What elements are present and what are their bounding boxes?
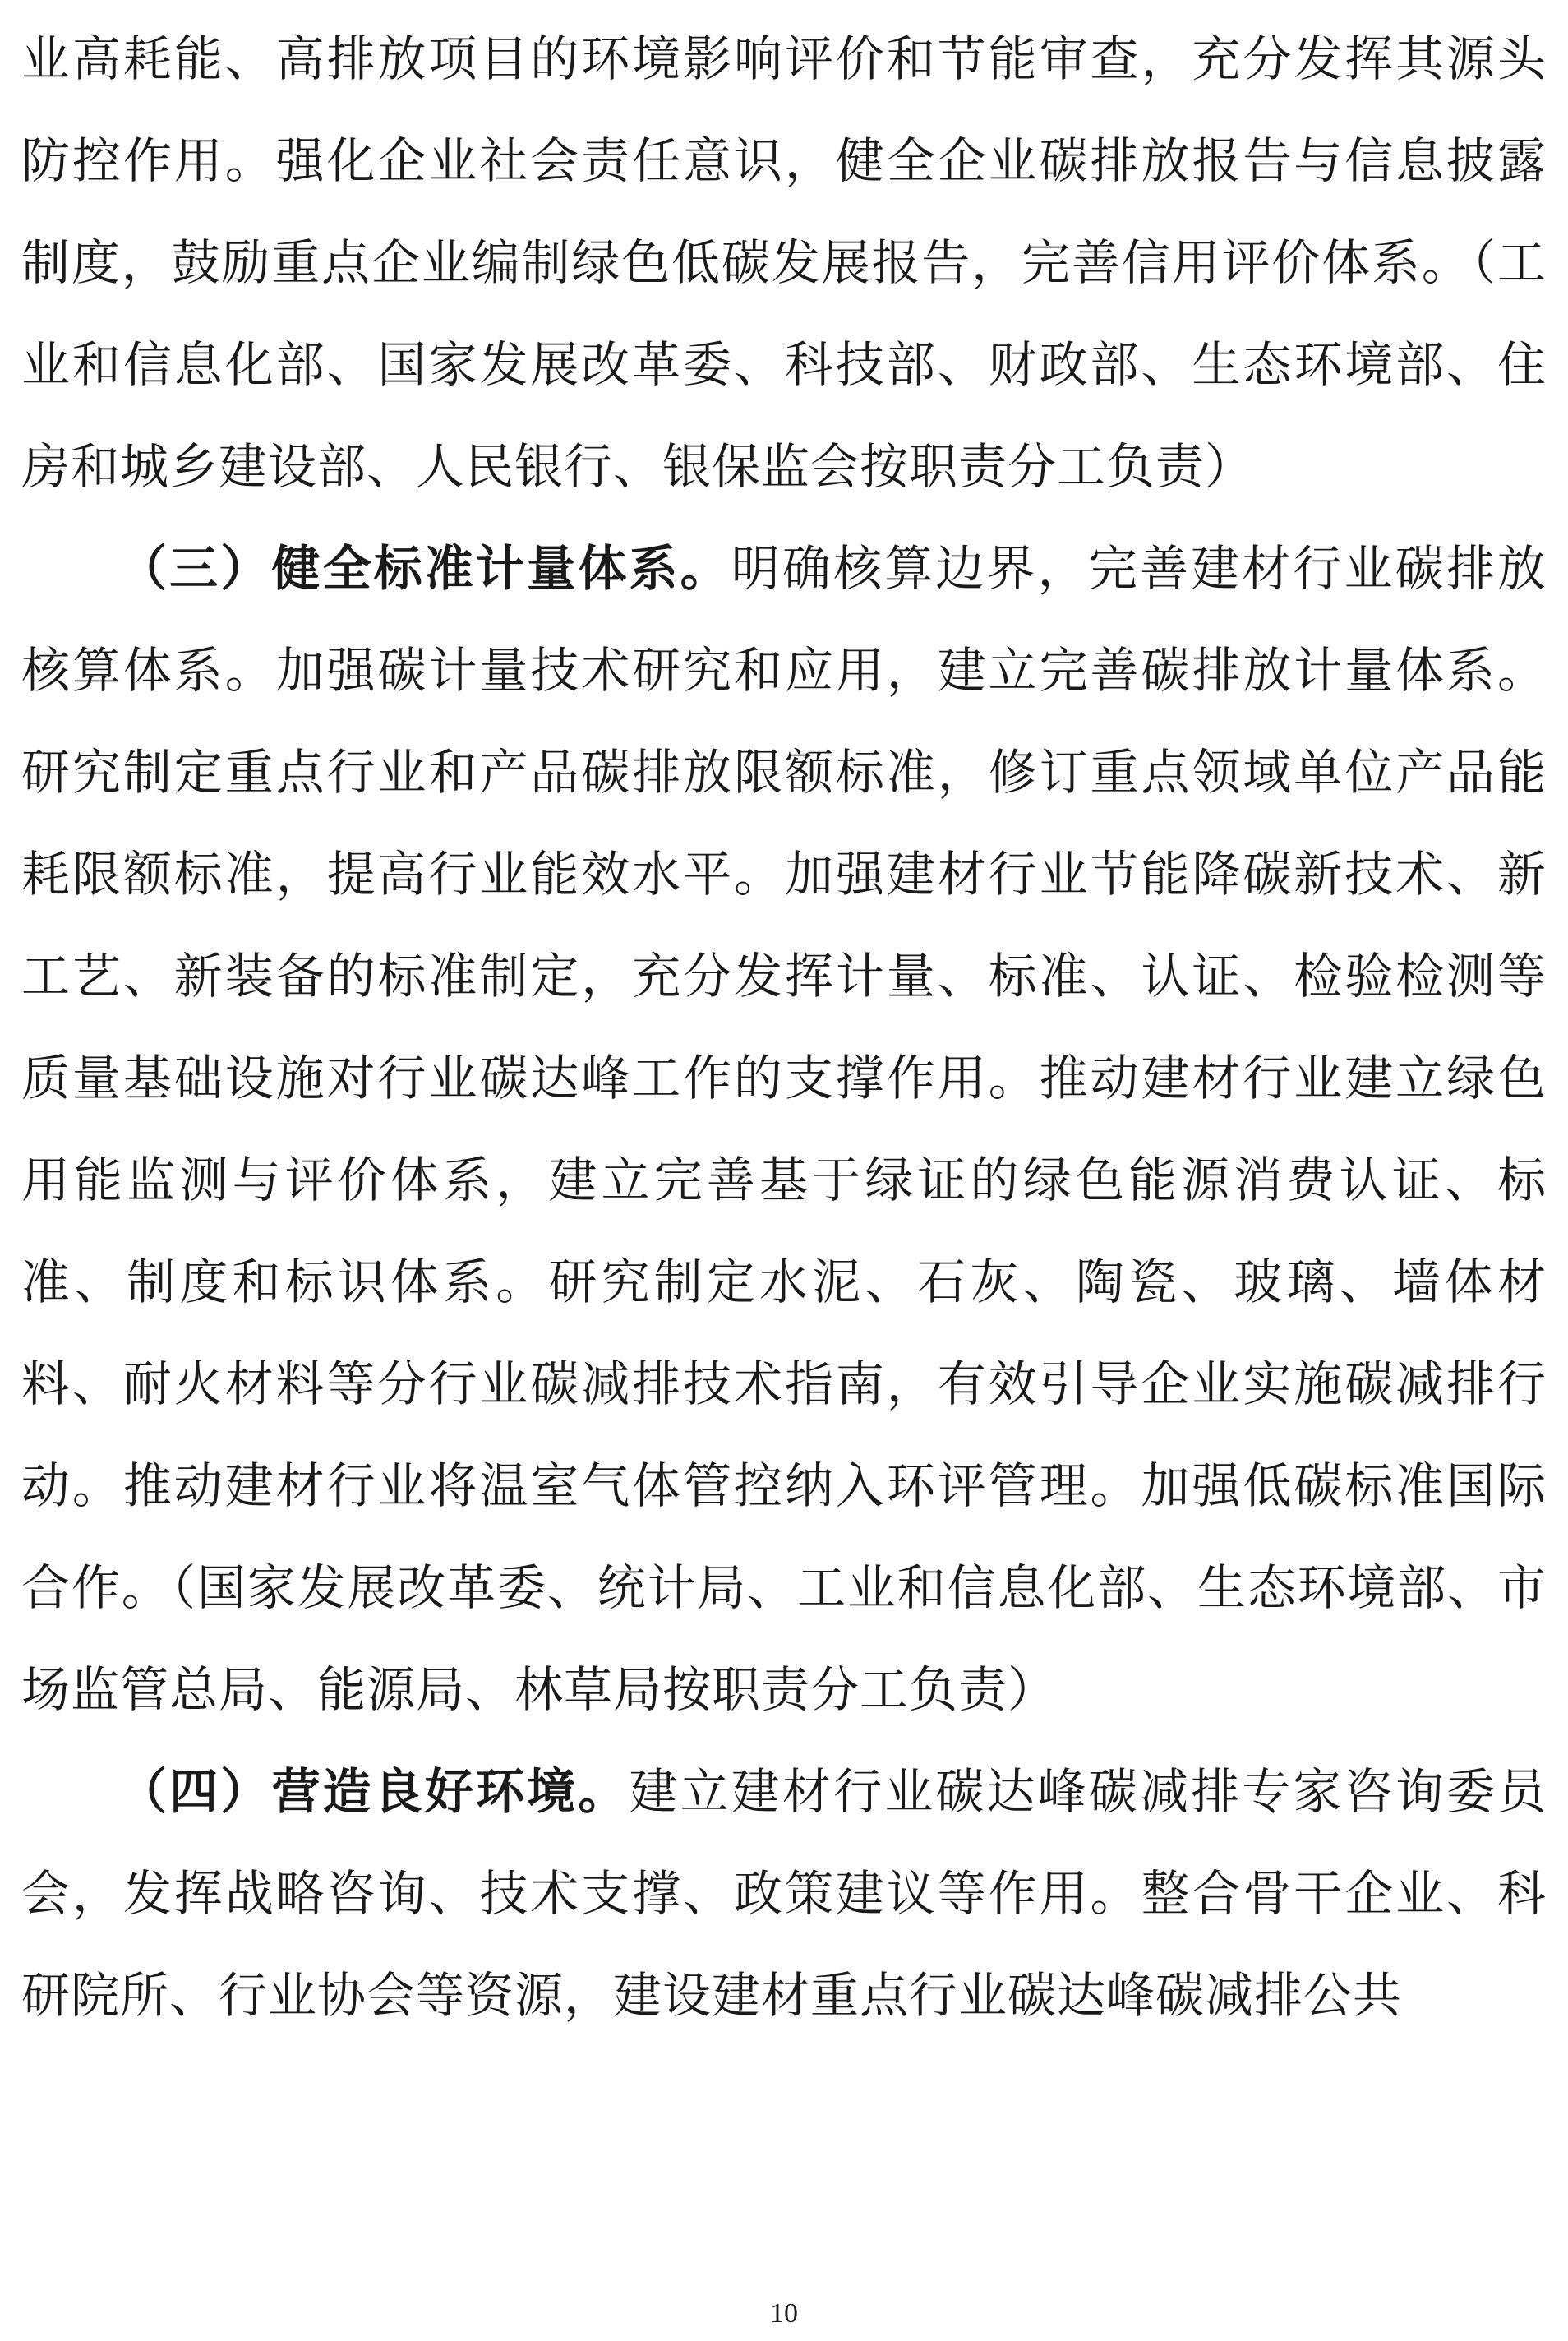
paragraph-body: 业高耗能、高排放项目的环境影响评价和节能审查，充分发挥其源头防控作用。强化企业社会责任意识，健全企业碳排放报告与信息披露制度，鼓励重点企业编制绿色低碳发展报告，完善信用评价体系。（工业和信息化部、国家发展改革委、科技部、财政部、生态环境部、住房和城乡建设部、人民银行、银保监会按职责分工负责） bbox=[21, 30, 1547, 495]
paragraph-body: 建立建材行业碳达峰碳减排专家咨询委员会，发挥战略咨询、技术支撑、政策建议等作用。整合骨干企业、科研院所、行业协会等资源，建设建材重点行业碳达峰碳减排公共 bbox=[21, 1763, 1547, 2024]
section-heading-four: （四）营造良好环境。 bbox=[118, 1763, 630, 1820]
page-number: 10 bbox=[770, 2298, 798, 2329]
paragraph-body: 明确核算边界，完善建材行业碳排放核算体系。加强碳计量技术研究和应用，建立完善碳排放计量体系。研究制定重点行业和产品碳排放限额标准，修订重点领域单位产品能耗限额标准，提高行业能效水平。加强建材行业节能降碳新技术、新工艺、新装备的标准制定，充分发挥计量、标准、认证、检验检测等质量基础设施对行业碳达峰工作的支撑作用。推动建材行业建立绿色用能监测与评价体系，建立完善基于绿证的绿色能源消费认证、标准、制度和标识体系。研究制定水泥、石灰、陶瓷、玻璃、墙体材料、耐火材料等分行业碳减排技术指南，有效引导企业实施碳减排行动。推动建材行业将温室气体管控纳入环评管理。加强低碳标准国际合作。（国家发展改革委、统计局、工业和信息化部、生态环境部、市场监管总局、能源局、林草局按职责分工负责） bbox=[21, 540, 1547, 1718]
paragraph-standards-metrology bbox=[21, 518, 1547, 1741]
section-heading-three: （三）健全标准计量体系。 bbox=[118, 540, 731, 597]
paragraph-environment bbox=[21, 1741, 1547, 2047]
paragraph-continued bbox=[21, 8, 1547, 518]
